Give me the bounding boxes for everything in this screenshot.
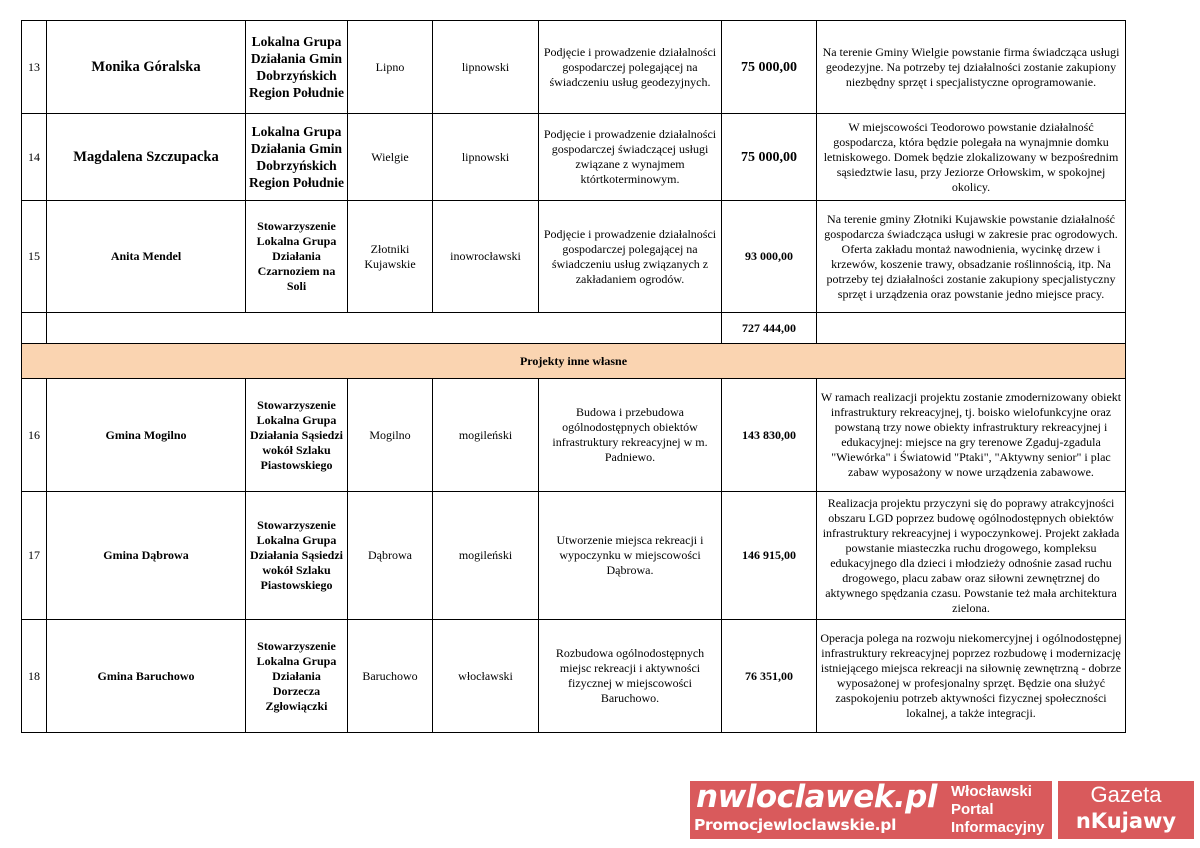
gmina-cell: Złotniki Kujawskie: [348, 201, 433, 313]
row-number: 16: [22, 379, 47, 492]
nwloclawek-logo[interactable]: [690, 781, 946, 839]
project-description: W ramach realizacji projektu zostanie zmodernizowany obiekt infrastruktury rekreacyjnej, tj. boisko wielofunkcyjne oraz powstaną trzy nowe obiekty infrastruktury rekreacyjnej i edukacyjnej: miejsce na gry terenowe Zgaduj-zgadula "Wiewórka" i Światowid "Ptaki", "Aktywny senior" i plac zabaw wyposażony w nowe urządzenia zabawowe.: [817, 379, 1126, 492]
project-description: Na terenie gminy Złotniki Kujawskie powstanie działalność gospodarcza świadcząca usługi w zakresie prac ogrodowych. Oferta zakładu montaż nawodnienia, wycinkę drzew i krzewów, koszenie trawy, obsadzanie roślinnością, itp. Na potrzeby tej działalności zostanie zakupiony specjalistyczny sprzęt i urządzenia oraz powstanie jedno miejsce pracy.: [817, 201, 1126, 313]
table-row: [22, 379, 1126, 492]
portal-logo[interactable]: [946, 781, 1052, 839]
section-title: Projekty inne własne: [22, 344, 1126, 379]
portal-line-2: Portal: [951, 801, 994, 818]
gazeta-logo[interactable]: [1058, 781, 1194, 839]
beneficiary-name: Magdalena Szczupacka: [47, 114, 246, 201]
project-title: Rozbudowa ogólnodostępnych miejsc rekreacji i aktywności fizycznej w miejscowości Baruchowo.: [539, 620, 722, 733]
lgd-name: Stowarzyszenie Lokalna Grupa Działania Czarnoziem na Soli: [246, 201, 348, 313]
beneficiary-name: Anita Mendel: [47, 201, 246, 313]
amount-cell: 146 915,00: [722, 492, 817, 620]
empty-cell: [817, 313, 1126, 344]
project-title: Podjęcie i prowadzenie działalności gospodarczej polegającej na świadczeniu usług geodezyjnych.: [539, 21, 722, 114]
table-row: [22, 620, 1126, 733]
beneficiary-name: Gmina Dąbrowa: [47, 492, 246, 620]
amount-cell: 143 830,00: [722, 379, 817, 492]
powiat-cell: mogileński: [433, 379, 539, 492]
project-title: Budowa i przebudowa ogólnodostępnych obiektów infrastruktury rekreacyjnej w m. Padniewo.: [539, 379, 722, 492]
project-description: Operacja polega na rozwoju niekomercyjnej i ogólnodostępnej infrastruktury rekreacyjnej poprzez rozbudowę i modernizację istniejącego miejsca rekreacji na siłownię zewnętrzną - dobrze wyposażonej w profesjonalny sprzęt. Będzie ona służyć zaspokojeniu potrzeb aktywności fizycznej społeczności lokalnej, a także integracji.: [817, 620, 1126, 733]
amount-cell: 75 000,00: [722, 21, 817, 114]
amount-cell: 93 000,00: [722, 201, 817, 313]
table-row: [22, 114, 1126, 201]
powiat-cell: lipnowski: [433, 114, 539, 201]
beneficiary-name: Gmina Baruchowo: [47, 620, 246, 733]
project-title: Utworzenie miejsca rekreacji i wypoczynku w miejscowości Dąbrowa.: [539, 492, 722, 620]
row-number: 14: [22, 114, 47, 201]
portal-line-1: Włocławski: [951, 783, 1032, 800]
table-row: [22, 492, 1126, 620]
lgd-name: Lokalna Grupa Działania Gmin Dobrzyńskich Region Południe: [246, 21, 348, 114]
portal-line-3: Informacyjny: [951, 819, 1045, 836]
section-header-row: [22, 344, 1126, 379]
row-number: 15: [22, 201, 47, 313]
table-row: [22, 21, 1126, 114]
footer-watermark: [690, 781, 1194, 839]
gazeta-line-1: Gazeta: [1090, 782, 1162, 807]
lgd-name: Stowarzyszenie Lokalna Grupa Działania Sąsiedzi wokół Szlaku Piastowskiego: [246, 492, 348, 620]
powiat-cell: włocławski: [433, 620, 539, 733]
amount-cell: 76 351,00: [722, 620, 817, 733]
powiat-cell: inowrocławski: [433, 201, 539, 313]
project-title: Podjęcie i prowadzenie działalności gospodarczej świadczącej usługi związane z wynajmem którtkoterminowym.: [539, 114, 722, 201]
project-description: W miejscowości Teodorowo powstanie działalność gospodarcza, która będzie polegała na wynajmnie domku letniskowego. Domek będzie zlokalizowany w bezpośrednim sąsiedztwie lasu, przy Jeziorze Orłowskim, w spokojnej okolicy.: [817, 114, 1126, 201]
amount-cell: 75 000,00: [722, 114, 817, 201]
row-number: 17: [22, 492, 47, 620]
gazeta-line-2: nKujawy: [1075, 809, 1177, 833]
site-main-label: nwloclawek.pl: [696, 779, 937, 815]
gmina-cell: Wielgie: [348, 114, 433, 201]
project-title: Podjęcie i prowadzenie działalności gospodarczej polegającej na świadczeniu usług związanych z zakładaniem ogrodów.: [539, 201, 722, 313]
lgd-name: Lokalna Grupa Działania Gmin Dobrzyńskich Region Południe: [246, 114, 348, 201]
powiat-cell: mogileński: [433, 492, 539, 620]
table-row: [22, 201, 1126, 313]
project-description: Realizacja projektu przyczyni się do poprawy atrakcyjności obszaru LGD poprzez budowę ogólnodostępnych obiektów infrastruktury rekreacyjnej i wypoczynkowej. Projekt zakłada powstanie miasteczka ruchu drogowego, kompleksu edukacyjnego dla dzieci i młodzieży odnośnie zasad ruchu drogowego, placu zabaw oraz siłowni zewnętrznej do aktywnego spędzania czasu. Powstanie też mała architektura zielona.: [817, 492, 1126, 620]
beneficiary-name: Monika Góralska: [47, 21, 246, 114]
projects-table: [21, 20, 1126, 733]
lgd-name: Stowarzyszenie Lokalna Grupa Działania Sąsiedzi wokół Szlaku Piastowskiego: [246, 379, 348, 492]
subtotal-row: [22, 313, 1126, 344]
empty-cell: [22, 313, 47, 344]
gmina-cell: Lipno: [348, 21, 433, 114]
row-number: 18: [22, 620, 47, 733]
gmina-cell: Dąbrowa: [348, 492, 433, 620]
lgd-name: Stowarzyszenie Lokalna Grupa Działania Dorzecza Zgłowiączki: [246, 620, 348, 733]
subtotal-amount: 727 444,00: [722, 313, 817, 344]
gmina-cell: Baruchowo: [348, 620, 433, 733]
empty-cell: [47, 313, 722, 344]
project-description: Na terenie Gminy Wielgie powstanie firma świadcząca usługi geodezyjne. Na potrzeby tej działalności zostanie zakupiony niezbędny sprzęt i specjalistyczne oprogramowanie.: [817, 21, 1126, 114]
powiat-cell: lipnowski: [433, 21, 539, 114]
row-number: 13: [22, 21, 47, 114]
site-promo-label: Promocjewloclawskie.pl: [694, 816, 897, 834]
beneficiary-name: Gmina Mogilno: [47, 379, 246, 492]
gmina-cell: Mogilno: [348, 379, 433, 492]
